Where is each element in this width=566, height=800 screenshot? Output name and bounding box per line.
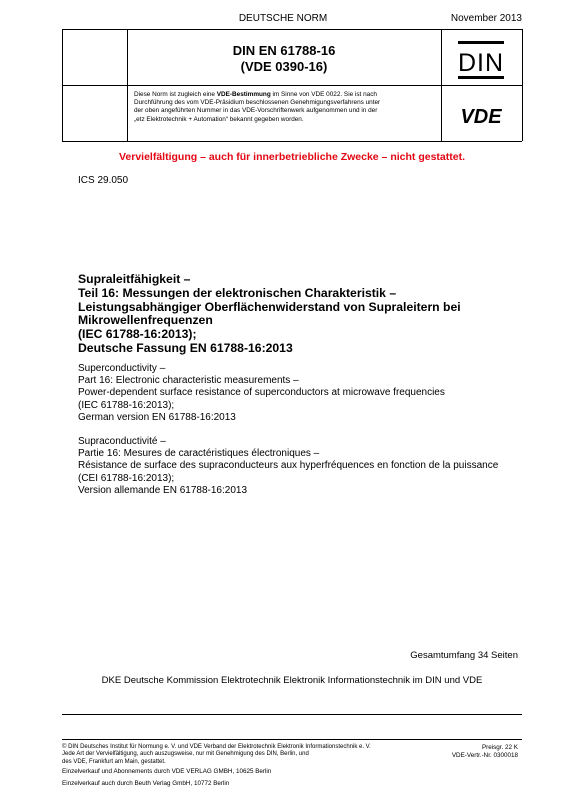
vde-logo-text: VDE xyxy=(460,106,502,126)
norm-label: DEUTSCHE NORM xyxy=(238,13,328,24)
frame-line-1 xyxy=(62,85,522,86)
dke-line: DKE Deutsche Kommission Elektrotechnik Elektronik Informationstechnik im DIN und VDE xyxy=(101,675,483,686)
total-pages: Gesamtumfang 34 Seiten xyxy=(410,650,518,661)
vde-notice-line-4: „etz Elektrotechnik + Automation“ bekannt gegeben worden. xyxy=(134,115,304,123)
title-de-line: Teil 16: Messungen der elektronischen Charakteristik – xyxy=(78,285,397,300)
title-french xyxy=(78,436,518,497)
vde-number: (VDE 0390-16) xyxy=(240,59,328,74)
vde-notice-bold: VDE-Bestimmung xyxy=(216,91,271,98)
price-group: Preisgr. 22 K xyxy=(481,744,518,751)
title-english xyxy=(78,363,518,424)
frame-inner-left-line xyxy=(127,29,128,141)
copyright-line: © DIN Deutsches Institut für Normung e. V. und VDE Verband der Elektrotechnik Elektronik Informationstechnik e. V. xyxy=(62,744,371,750)
title-de-line: Deutsche Fassung EN 61788-16:2013 xyxy=(78,340,293,355)
title-de-line: Supraleitfähigkeit – xyxy=(78,272,191,286)
title-fr-line: Résistance de surface des supraconducteurs aux hyperfréquences en fonction de la puissance xyxy=(78,460,499,472)
vde-notice-line-3: der oben angeführten Nummer in das VDE-Vorschriftenwerk aufgenommen und in der xyxy=(134,107,378,115)
din-logo-text: DIN xyxy=(457,49,505,77)
title-de-line: Leistungsabhängiger Oberflächenwiderstand von Supraleitern bei xyxy=(78,299,461,314)
title-de-line: (IEC 61788-16:2013); xyxy=(78,327,197,342)
din-logo xyxy=(456,39,506,81)
order-number: VDE-Vertr.-Nr. 0300018 xyxy=(451,752,518,759)
reproduction-warning: Vervielfältigung – auch für innerbetriebliche Zwecke – nicht gestattet. xyxy=(118,151,465,163)
title-fr-line: (CEI 61788-16:2013); xyxy=(78,472,175,484)
title-en-line: German version EN 61788-16:2013 xyxy=(78,411,236,423)
title-en-line: Power-dependent surface resistance of superconductors at microwave frequencies xyxy=(78,387,445,399)
title-en-line: (IEC 61788-16:2013); xyxy=(78,399,175,411)
copyright-line: des VDE, Frankfurt am Main, gestattet. xyxy=(62,758,166,765)
frame-top-line xyxy=(62,29,522,30)
frame-line-2 xyxy=(62,141,522,142)
footer-copyright xyxy=(62,744,424,766)
frame-inner-right-line xyxy=(441,29,442,141)
sales-info-beuth: Einzelverkauf auch durch Beuth Verlag GmbH, 10772 Berlin xyxy=(62,780,230,787)
vde-notice-line-2: Durchführung des vom VDE-Präsidium beschlossenen Genehmigungsverfahrens unter xyxy=(134,99,381,107)
vde-notice-prefix: Diese Norm ist zugleich eine xyxy=(134,91,217,98)
vde-notice-line-1: im Sinne von VDE 0022. Sie ist nach xyxy=(270,91,377,98)
frame-left-line xyxy=(62,29,63,141)
vde-notice xyxy=(134,91,434,124)
vde-logo xyxy=(448,106,514,126)
standard-number-box xyxy=(130,43,438,75)
title-german xyxy=(78,273,518,356)
title-en-line: Part 16: Electronic characteristic measurements – xyxy=(78,375,299,387)
publication-date: November 2013 xyxy=(450,13,522,24)
copyright-line: Jede Art der Vervielfältigung, auch auszugsweise, nur mit Genehmigung des DIN, Berlin, und xyxy=(62,751,309,758)
title-fr-line: Version allemande EN 61788-16:2013 xyxy=(78,484,248,496)
ics-code: ICS 29.050 xyxy=(78,175,129,186)
top-header xyxy=(0,13,566,27)
sales-info-vde: Einzelverkauf und Abonnements durch VDE VERLAG GMBH, 10625 Berlin xyxy=(62,768,272,775)
footer-price xyxy=(428,744,518,760)
title-en-line: Superconductivity – xyxy=(78,363,166,374)
frame-line-3 xyxy=(62,714,522,715)
title-fr-line: Supraconductivité – xyxy=(78,436,166,447)
standard-number: DIN EN 61788-16 xyxy=(232,43,336,58)
title-fr-line: Partie 16: Mesures de caractéristiques électroniques – xyxy=(78,448,320,460)
frame-line-4 xyxy=(62,739,522,740)
frame-right-line xyxy=(522,29,523,141)
title-de-line: Mikrowellenfrequenzen xyxy=(78,313,213,328)
